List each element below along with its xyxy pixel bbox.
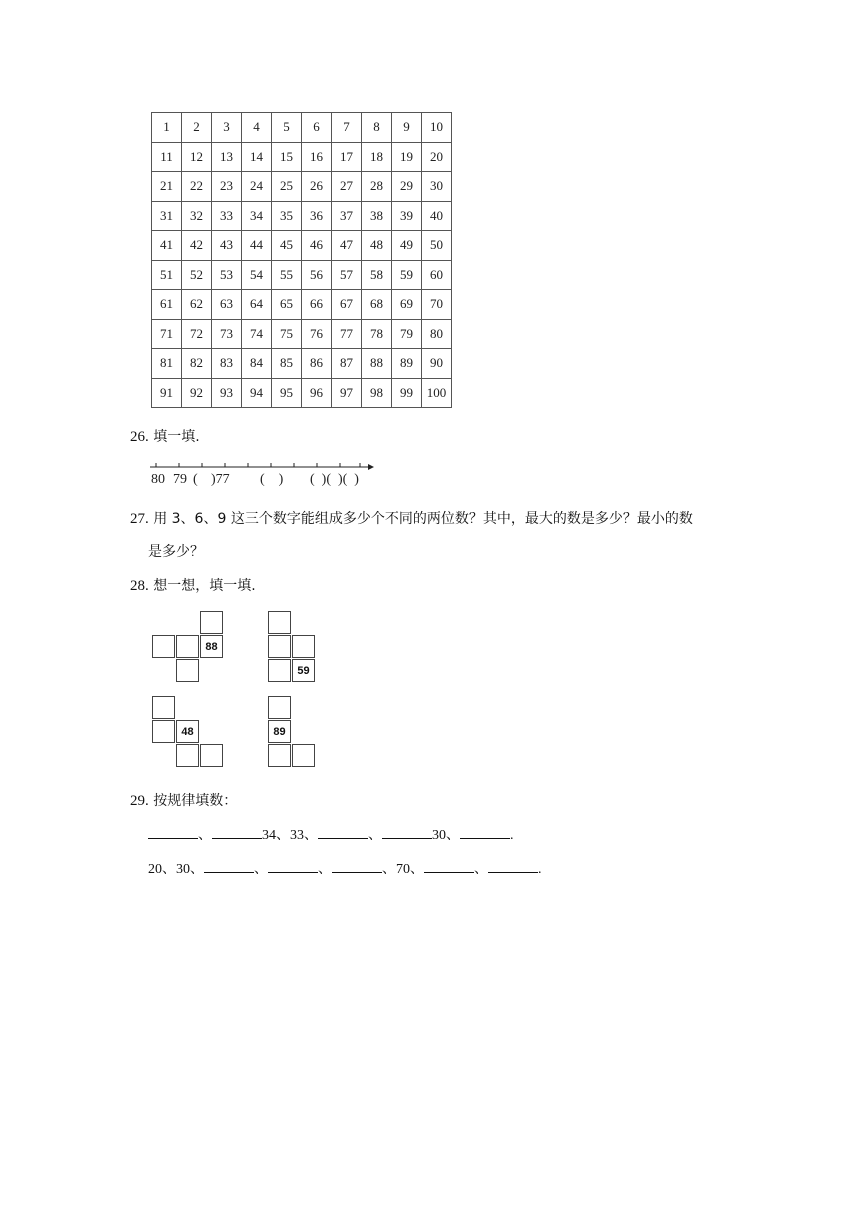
grid-cell: 72: [182, 319, 212, 349]
grid-cell: 97: [332, 378, 362, 408]
grid-cell: 75: [272, 319, 302, 349]
sequence-value: 70: [396, 862, 410, 877]
grid-cell: 22: [182, 172, 212, 202]
shape-cell-labeled: 89: [268, 720, 291, 743]
grid-cell: 57: [332, 260, 362, 290]
grid-cell: 9: [392, 113, 422, 143]
grid-cell: 25: [272, 172, 302, 202]
shape-cell: [268, 611, 291, 634]
grid-cell: 26: [302, 172, 332, 202]
question-text: 按规律填数：: [153, 793, 238, 809]
sequence-row-1: [148, 824, 514, 844]
grid-cell: 11: [152, 142, 182, 172]
grid-row: [152, 349, 452, 379]
shape-cell: [200, 611, 223, 634]
grid-cell: 28: [362, 172, 392, 202]
separator: 、: [382, 862, 396, 877]
grid-cell: 17: [332, 142, 362, 172]
shape-cell: [292, 744, 315, 767]
sequence-value: 34: [262, 828, 276, 843]
grid-cell: 27: [332, 172, 362, 202]
grid-cell: 92: [182, 378, 212, 408]
question-text: 填一填.: [153, 429, 200, 445]
grid-cell: 96: [302, 378, 332, 408]
grid-cell: 53: [212, 260, 242, 290]
number-line-blank: ( )( )( ): [310, 472, 359, 487]
separator: 、: [198, 828, 212, 843]
sequence-value: 30: [176, 862, 190, 877]
grid-cell: 71: [152, 319, 182, 349]
grid-cell: 12: [182, 142, 212, 172]
grid-cell: 55: [272, 260, 302, 290]
grid-cell: 46: [302, 231, 332, 261]
grid-cell: 56: [302, 260, 332, 290]
grid-cell: 79: [392, 319, 422, 349]
grid-cell: 43: [212, 231, 242, 261]
grid-cell: 67: [332, 290, 362, 320]
grid-cell: 81: [152, 349, 182, 379]
separator: 、: [254, 862, 268, 877]
grid-cell: 5: [272, 113, 302, 143]
grid-cell: 89: [392, 349, 422, 379]
grid-cell: 95: [272, 378, 302, 408]
grid-cell: 35: [272, 201, 302, 231]
question-text: 想一想，填一填.: [153, 578, 256, 594]
grid-cell: 29: [392, 172, 422, 202]
shape-cell: [152, 720, 175, 743]
grid-cell: 34: [242, 201, 272, 231]
number-line-label: )77: [204, 472, 230, 487]
grid-row: [152, 201, 452, 231]
separator: 、: [368, 828, 382, 843]
question-number: 27.: [130, 511, 149, 527]
grid-cell: 39: [392, 201, 422, 231]
answer-blank[interactable]: [268, 858, 318, 873]
grid-cell: 18: [362, 142, 392, 172]
grid-row: [152, 378, 452, 408]
sequence-value: 30: [432, 828, 446, 843]
shape-cell: [268, 635, 291, 658]
grid-cell: 88: [362, 349, 392, 379]
grid-cell: 60: [422, 260, 452, 290]
grid-cell: 7: [332, 113, 362, 143]
sequence-row-2: [148, 858, 542, 878]
grid-cell: 40: [422, 201, 452, 231]
number-line-axis: [148, 458, 378, 472]
number-line-label: 80: [151, 472, 165, 487]
grid-cell: 93: [212, 378, 242, 408]
grid-cell: 73: [212, 319, 242, 349]
shape-cell: [292, 635, 315, 658]
question-text: 是多少？: [148, 544, 204, 560]
grid-cell: 41: [152, 231, 182, 261]
shape-cell: [152, 635, 175, 658]
grid-cell: 50: [422, 231, 452, 261]
grid-row: [152, 172, 452, 202]
grid-cell: 86: [302, 349, 332, 379]
grid-row: [152, 319, 452, 349]
number-line-label: (: [193, 472, 198, 487]
grid-cell: 4: [242, 113, 272, 143]
grid-cell: 70: [422, 290, 452, 320]
question-text: 用 3、6、9 这三个数字能组成多少个不同的两位数？其中，最大的数是多少？最小的数: [153, 511, 693, 527]
grid-row: [152, 260, 452, 290]
sequence-value: 33: [290, 828, 304, 843]
grid-cell: 51: [152, 260, 182, 290]
grid-cell: 24: [242, 172, 272, 202]
grid-cell: 74: [242, 319, 272, 349]
grid-cell: 47: [332, 231, 362, 261]
answer-blank[interactable]: [424, 858, 474, 873]
answer-blank[interactable]: [204, 858, 254, 873]
grid-cell: 21: [152, 172, 182, 202]
grid-cell: 54: [242, 260, 272, 290]
grid-cell: 82: [182, 349, 212, 379]
grid-cell: 38: [362, 201, 392, 231]
question-number: 29.: [130, 793, 149, 809]
grid-row: [152, 290, 452, 320]
shape-cell-labeled: 48: [176, 720, 199, 743]
answer-blank[interactable]: [318, 824, 368, 839]
answer-blank[interactable]: [332, 858, 382, 873]
answer-blank[interactable]: [488, 858, 538, 873]
hundred-chart: [151, 112, 452, 408]
grid-cell: 87: [332, 349, 362, 379]
grid-cell: 15: [272, 142, 302, 172]
shape-cell-labeled: 59: [292, 659, 315, 682]
grid-cell: 1: [152, 113, 182, 143]
grid-cell: 91: [152, 378, 182, 408]
grid-cell: 83: [212, 349, 242, 379]
grid-cell: 14: [242, 142, 272, 172]
separator: 、: [410, 862, 424, 877]
grid-cell: 84: [242, 349, 272, 379]
grid-cell: 77: [332, 319, 362, 349]
shape-cell: [176, 744, 199, 767]
grid-cell: 10: [422, 113, 452, 143]
question-number: 26.: [130, 429, 149, 445]
grid-cell: 100: [422, 378, 452, 408]
grid-cell: 37: [332, 201, 362, 231]
separator: 、: [276, 828, 290, 843]
question-27: [130, 508, 693, 528]
grid-cell: 33: [212, 201, 242, 231]
question-26: [130, 426, 200, 446]
grid-cell: 48: [362, 231, 392, 261]
shape-cell: [200, 744, 223, 767]
grid-cell: 23: [212, 172, 242, 202]
grid-cell: 16: [302, 142, 332, 172]
grid-cell: 65: [272, 290, 302, 320]
question-number: 28.: [130, 578, 149, 594]
grid-cell: 59: [392, 260, 422, 290]
grid-cell: 42: [182, 231, 212, 261]
number-line-label: 79: [173, 472, 187, 487]
grid-cell: 99: [392, 378, 422, 408]
question-28: [130, 575, 256, 595]
shape-cell: [152, 696, 175, 719]
grid-cell: 76: [302, 319, 332, 349]
grid-cell: 44: [242, 231, 272, 261]
separator: 、: [446, 828, 460, 843]
grid-cell: 69: [392, 290, 422, 320]
grid-row: [152, 231, 452, 261]
number-line: [148, 458, 378, 492]
period: .: [538, 862, 542, 877]
grid-cell: 32: [182, 201, 212, 231]
answer-blank[interactable]: [212, 824, 262, 839]
grid-cell: 58: [362, 260, 392, 290]
shape-cell: [268, 659, 291, 682]
question-27-continued: [148, 541, 204, 561]
number-line-blank: ( ): [260, 472, 284, 487]
grid-cell: 85: [272, 349, 302, 379]
grid-cell: 45: [272, 231, 302, 261]
grid-cell: 90: [422, 349, 452, 379]
grid-cell: 13: [212, 142, 242, 172]
grid-cell: 36: [302, 201, 332, 231]
answer-blank[interactable]: [460, 824, 510, 839]
grid-cell: 98: [362, 378, 392, 408]
sequence-value: 20: [148, 862, 162, 877]
answer-blank[interactable]: [148, 824, 198, 839]
shape-cell: [176, 635, 199, 658]
grid-cell: 6: [302, 113, 332, 143]
grid-cell: 63: [212, 290, 242, 320]
grid-cell: 31: [152, 201, 182, 231]
grid-cell: 64: [242, 290, 272, 320]
question-29: [130, 790, 237, 810]
separator: 、: [318, 862, 332, 877]
grid-cell: 61: [152, 290, 182, 320]
answer-blank[interactable]: [382, 824, 432, 839]
grid-cell: 80: [422, 319, 452, 349]
grid-cell: 30: [422, 172, 452, 202]
grid-cell: 68: [362, 290, 392, 320]
grid-cell: 20: [422, 142, 452, 172]
separator: 、: [304, 828, 318, 843]
grid-row: [152, 113, 452, 143]
grid-cell: 62: [182, 290, 212, 320]
grid-cell: 52: [182, 260, 212, 290]
separator: 、: [162, 862, 176, 877]
period: .: [510, 828, 514, 843]
separator: 、: [474, 862, 488, 877]
grid-cell: 3: [212, 113, 242, 143]
grid-cell: 49: [392, 231, 422, 261]
grid-row: [152, 142, 452, 172]
grid-cell: 94: [242, 378, 272, 408]
grid-cell: 19: [392, 142, 422, 172]
grid-cell: 2: [182, 113, 212, 143]
grid-cell: 78: [362, 319, 392, 349]
shape-cell-labeled: 88: [200, 635, 223, 658]
grid-cell: 66: [302, 290, 332, 320]
shape-cell: [176, 659, 199, 682]
separator: 、: [190, 862, 204, 877]
grid-cell: 8: [362, 113, 392, 143]
shape-cell: [268, 696, 291, 719]
shape-cell: [268, 744, 291, 767]
